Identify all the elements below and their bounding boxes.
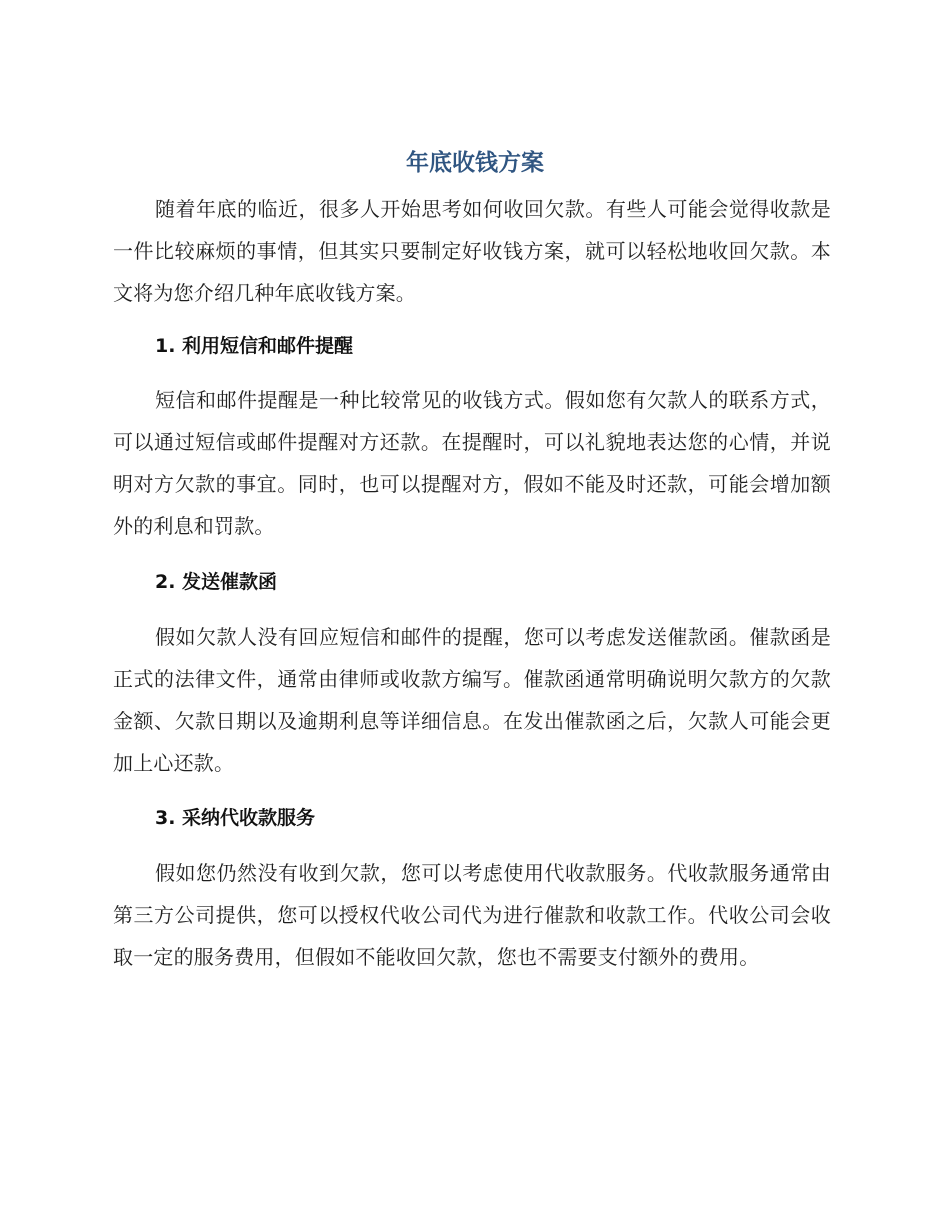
- section-heading-sms-email: 1. 利用短信和邮件提醒: [155, 335, 354, 357]
- section-body-collection-letter: 假如欠款人没有回应短信和邮件的提醒，您可以考虑发送催款函。催款函是正式的法律文件，通常由律师或收款方编写。催款函通常明确说明欠款方的欠款金额、欠款日期以及逾期利息等详细信息。在发出催款函之后，欠款人可能会更加上心还款。: [113, 625, 831, 775]
- section-body-collection-service: 假如您仍然没有收到欠款，您可以考虑使用代收款服务。代收款服务通常由第三方公司提供，您可以授权代收公司代为进行催款和收款工作。代收公司会收取一定的服务费用，但假如不能收回欠款，您也不需要支付额外的费用。: [113, 861, 831, 969]
- section-heading-collection-service: 3. 采纳代收款服务: [155, 807, 316, 829]
- document-title: 年底收钱方案: [406, 150, 544, 176]
- section-body-sms-email: 短信和邮件提醒是一种比较常见的收钱方式。假如您有欠款人的联系方式，可以通过短信或邮件提醒对方还款。在提醒时，可以礼貌地表达您的心情，并说明对方欠款的事宜。同时，也可以提醒对方，假如不能及时还款，可能会增加额外的利息和罚款。: [113, 388, 831, 538]
- section-heading-collection-letter: 2. 发送催款函: [155, 571, 278, 593]
- intro-paragraph: 随着年底的临近，很多人开始思考如何收回欠款。有些人可能会觉得收款是一件比较麻烦的事情，但其实只要制定好收钱方案，就可以轻松地收回欠款。本文将为您介绍几种年底收钱方案。: [113, 197, 831, 305]
